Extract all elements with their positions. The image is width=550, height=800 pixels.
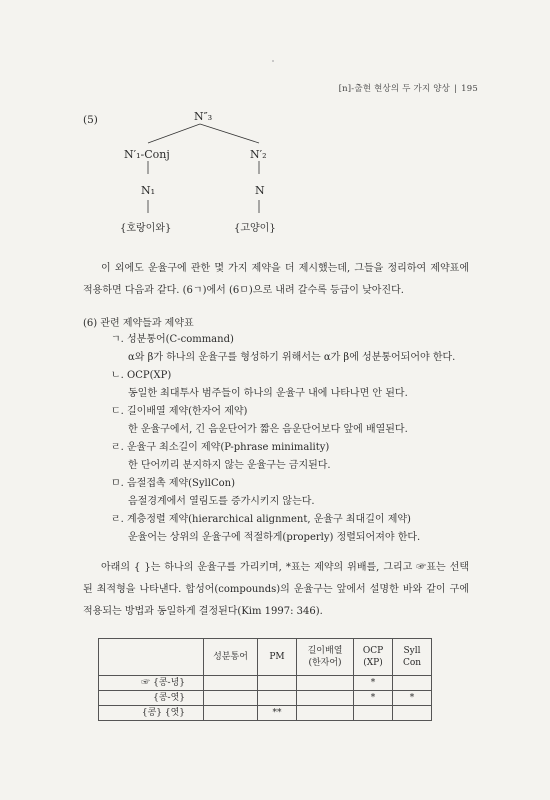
page-mark bbox=[272, 60, 274, 62]
violation-cell bbox=[354, 706, 393, 721]
violation-cell bbox=[258, 676, 297, 691]
example-6-title: (6) 관련 제약들과 제약표 bbox=[83, 318, 194, 329]
candidate-cell: {콩} {엿} bbox=[99, 706, 204, 721]
constraint-heading: ㄴ. OCP(XP) bbox=[111, 370, 172, 381]
tree-left-word: {호랑이와} bbox=[120, 223, 172, 234]
violation-cell: ** bbox=[258, 706, 297, 721]
page-number: 195 bbox=[461, 84, 478, 94]
violation-cell bbox=[258, 691, 297, 706]
body-paragraph-1 bbox=[83, 258, 469, 302]
tree-left-node: N′₁-Conj bbox=[124, 148, 170, 161]
example-5-label: (5) bbox=[83, 114, 98, 126]
violation-cell: * bbox=[393, 691, 432, 706]
constraint-definition: 동일한 최대투사 범주들이 하나의 운율구 내에 나타나면 안 된다. bbox=[128, 388, 408, 399]
syntax-tree bbox=[110, 110, 340, 240]
constraint-tableau bbox=[98, 638, 432, 721]
constraint-definition: 한 운율구에서, 긴 음운단어가 짧은 음운단어보다 앞에 배열된다. bbox=[128, 424, 408, 435]
constraint-heading: ㄷ. 길이배열 제약(한자어 제약) bbox=[111, 406, 248, 417]
tableau-row bbox=[99, 691, 432, 706]
tableau-header-cell: Syll Con bbox=[393, 639, 432, 676]
constraint-definition: 운율어는 상위의 운율구에 적절하게(properly) 정렬되어져야 한다. bbox=[128, 532, 421, 543]
tableau-header-row bbox=[99, 639, 432, 676]
tree-root: N″₃ bbox=[194, 110, 213, 123]
paragraph-2-text: 아래의 { }는 하나의 운율구를 가리키며, *표는 제약의 위배를, 그리고 ☞표는 선택된 최적형을 나타낸다. 합성어(compounds)의 운율구는 앞에서 설명한 바와 같이 구에 적용되는 방법과 동일하게 결정된다(Kim 1997: 346). bbox=[83, 562, 469, 617]
running-header bbox=[339, 82, 478, 94]
tableau-row bbox=[99, 706, 432, 721]
constraint-definition: 한 단어끼리 분지하지 않는 운율구는 금지된다. bbox=[128, 460, 331, 471]
tableau-header-cell: PM bbox=[258, 639, 297, 676]
tableau-header-cell: OCP (XP) bbox=[354, 639, 393, 676]
violation-cell: * bbox=[354, 691, 393, 706]
candidate-cell: {콩-엿} bbox=[99, 691, 204, 706]
tree-right-node: N′₂ bbox=[250, 148, 267, 161]
tableau-header-cell: 성분통어 bbox=[204, 639, 258, 676]
tree-left-leaf-category: N₁ bbox=[141, 184, 156, 197]
constraint-heading: ㄹ. 계층정렬 제약(hierarchical alignment, 운율구 최대길이 제약) bbox=[111, 514, 411, 525]
constraint-heading: ㄱ. 성분통어(C-command) bbox=[111, 334, 234, 345]
violation-cell bbox=[297, 676, 354, 691]
tree-branch bbox=[148, 124, 200, 143]
constraint-definition: 음절경계에서 열림도를 증가시키지 않는다. bbox=[128, 496, 315, 507]
paragraph-1-text: 이 외에도 운율구에 관한 몇 가지 제약을 더 제시했는데, 그들을 정리하여 제약표에 적용하면 다음과 같다. (6ㄱ)에서 (6ㅁ)으로 내려 갈수록 등급이 낮아진다. bbox=[83, 263, 469, 296]
tree-right-word: {고양이} bbox=[234, 223, 276, 234]
candidate-cell: ☞ {콩-녕} bbox=[99, 676, 204, 691]
tree-right-leaf-category: N bbox=[255, 184, 265, 197]
violation-cell bbox=[297, 706, 354, 721]
tableau-header-cell: 길이배열 (한자어) bbox=[297, 639, 354, 676]
violation-cell bbox=[393, 676, 432, 691]
violation-cell bbox=[297, 691, 354, 706]
violation-cell bbox=[204, 691, 258, 706]
violation-cell bbox=[204, 676, 258, 691]
tableau-header-cell bbox=[99, 639, 204, 676]
header-separator: | bbox=[454, 84, 458, 94]
violation-cell bbox=[204, 706, 258, 721]
body-paragraph-2 bbox=[83, 557, 469, 623]
tableau-row bbox=[99, 676, 432, 691]
constraint-heading: ㅁ. 음절접촉 제약(SyllCon) bbox=[111, 478, 235, 489]
violation-cell bbox=[393, 706, 432, 721]
tree-branch bbox=[200, 124, 259, 143]
running-title: [n]-출현 현상의 두 가지 양상 bbox=[338, 84, 451, 94]
constraint-definition: α와 β가 하나의 운율구를 형성하기 위해서는 α가 β에 성분통어되어야 한다. bbox=[128, 352, 456, 363]
violation-cell: * bbox=[354, 676, 393, 691]
constraint-heading: ㄹ. 운율구 최소길이 제약(P-phrase minimality) bbox=[111, 442, 330, 453]
